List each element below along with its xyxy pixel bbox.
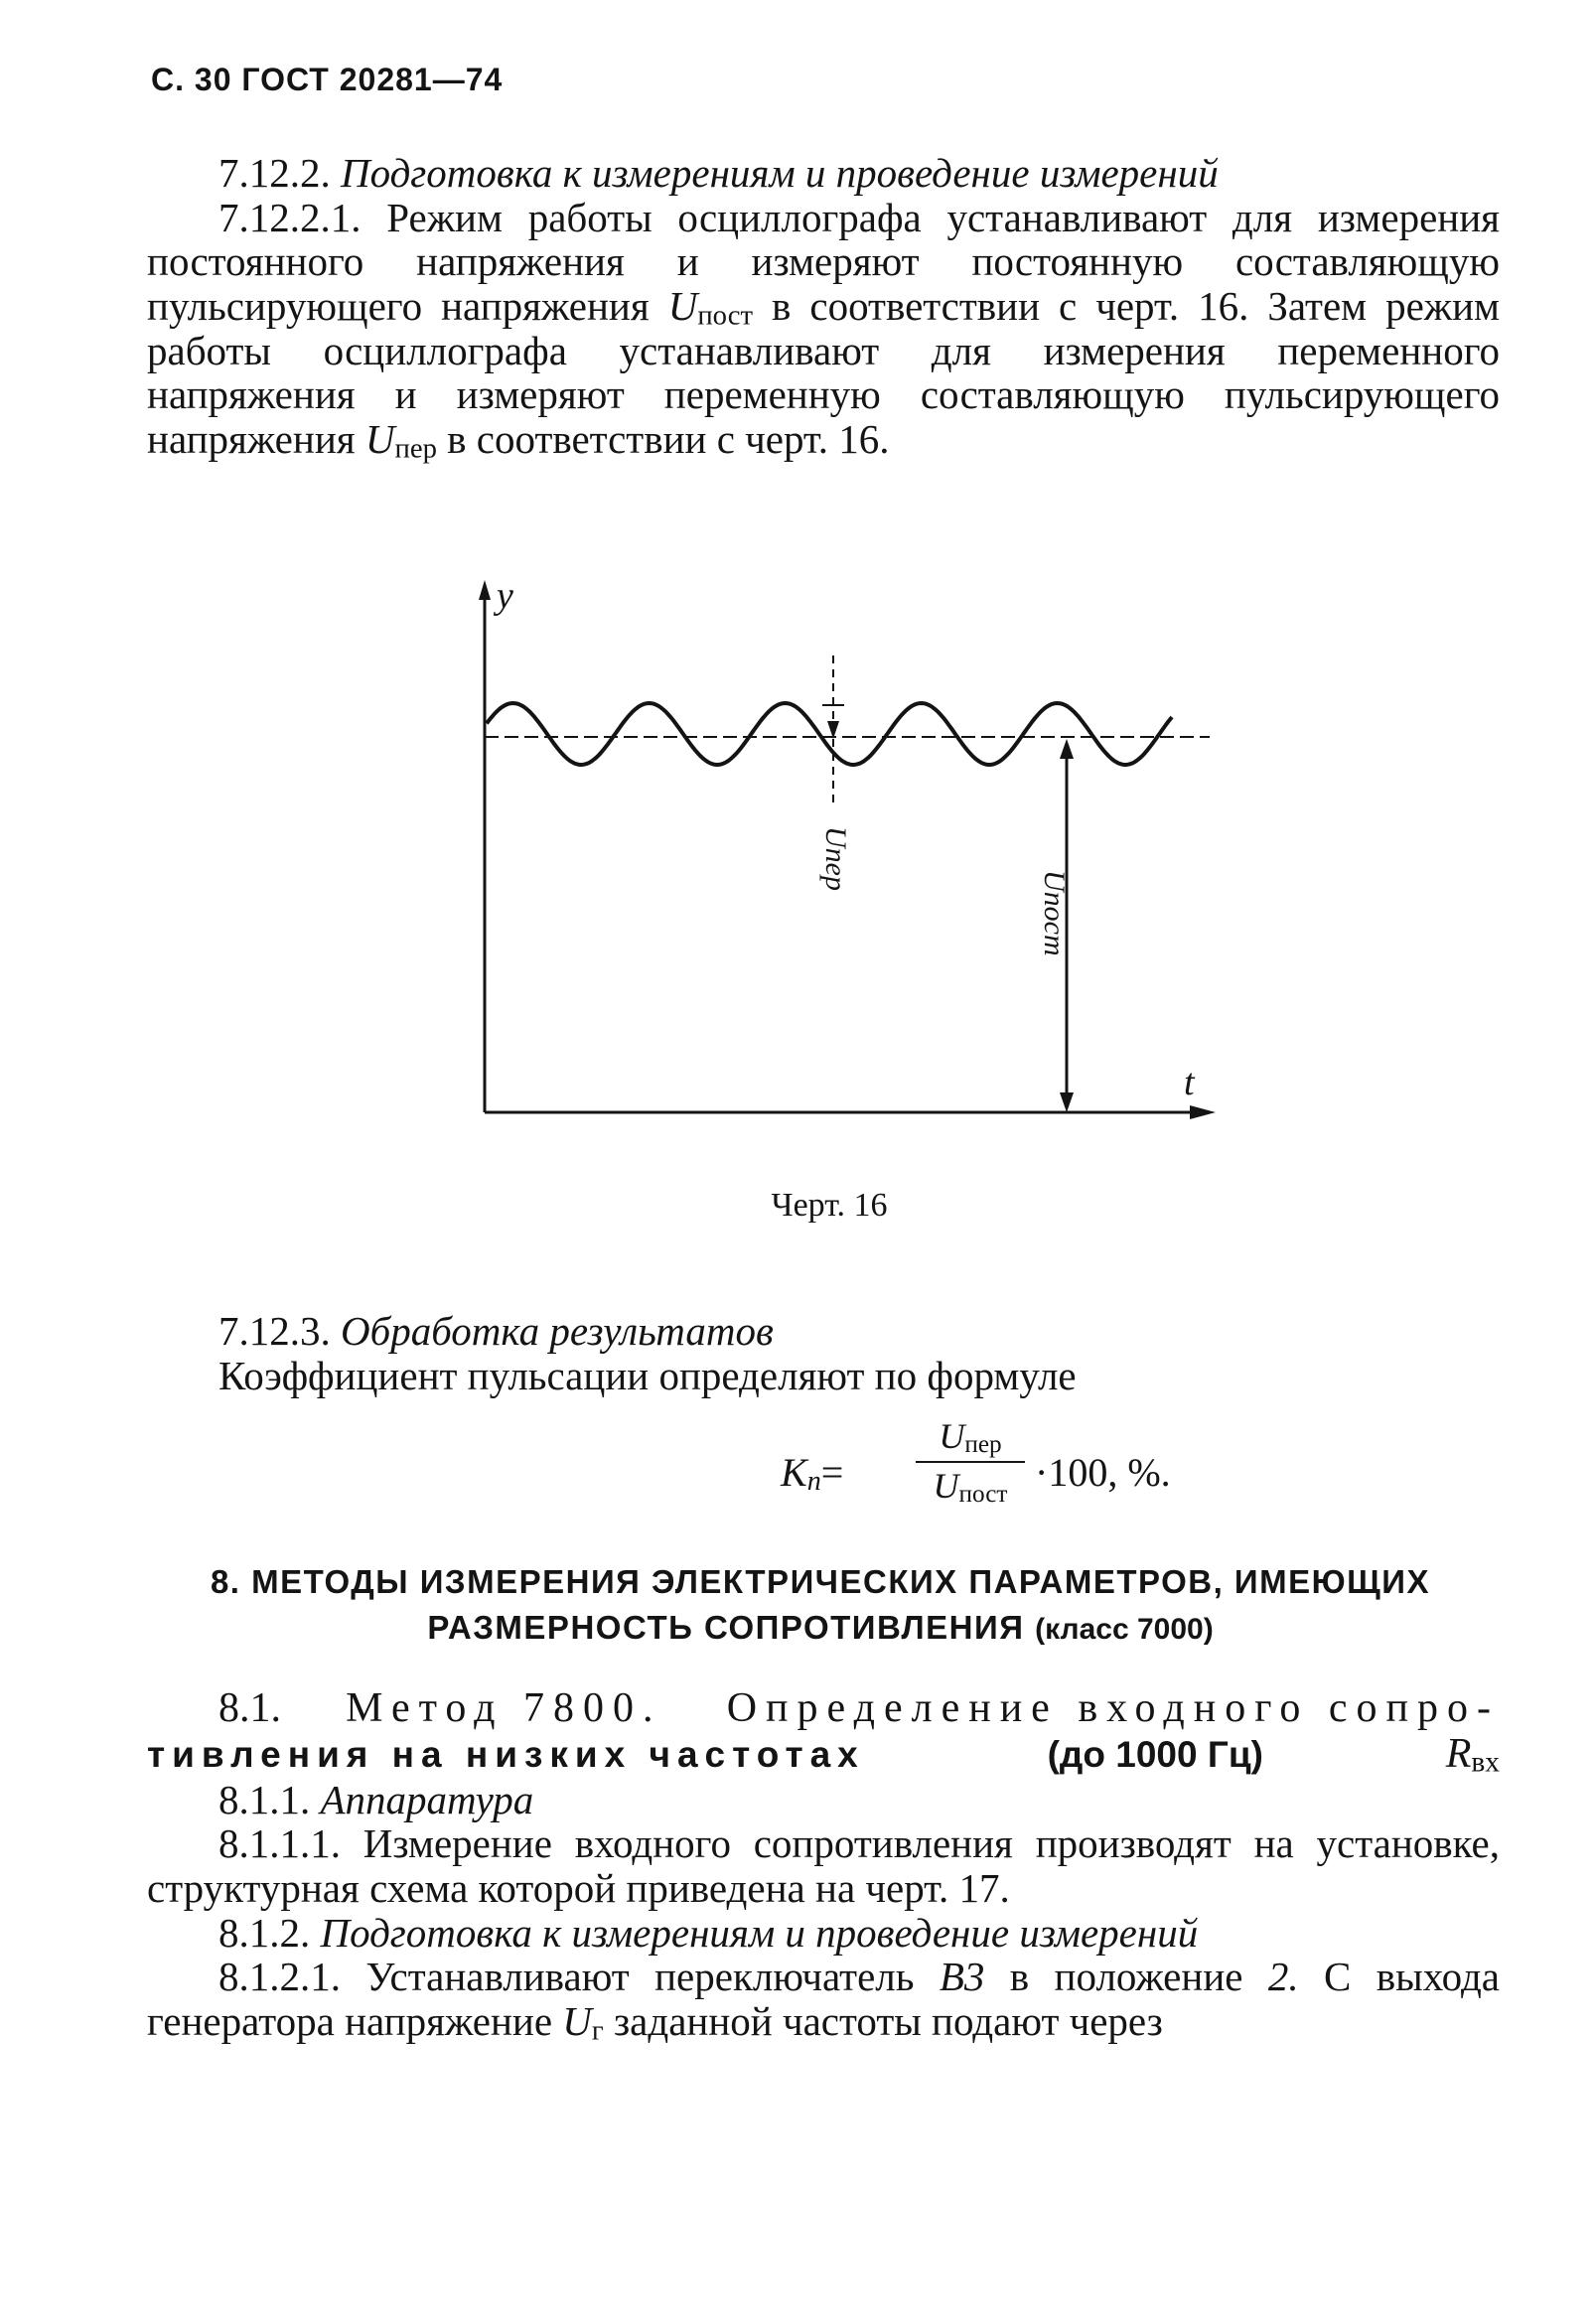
paragraph-text: С выхода генератора напряжение [147,1954,1501,2044]
r-subscript: вх [1471,1746,1500,1779]
figure-caption: Черт. 16 [771,1187,888,1224]
section-8-title-text: РАЗМЕРНОСТЬ СОПРОТИВЛЕНИЯ [427,1609,1025,1647]
method-number: Метод 7800. [346,1685,662,1731]
section-number: 8.1.2. [218,1909,311,1956]
u-symbol: U [939,1416,965,1456]
t-axis-label: t [1184,1062,1195,1103]
paragraph-text: Режим работы осциллографа устанавливают для измерения постоянного напряжения и измеряют постоянную составляющую пульсирующего напряжения [147,194,1501,330]
section-title: Обработка результатов [341,1308,774,1354]
formula-fraction [916,1415,1025,1507]
switch-position: 2. [1267,1954,1299,2000]
u-subscript: пост [958,1480,1008,1508]
method-7800-line2 [147,1732,1500,1778]
paragraph-text: в соответствии с черт. 16. Затем режим работы осциллографа устанавливают для измерения переменного напряжения и измеряют переменную составляющую пульсирующего напряжения [147,283,1500,463]
section-number: 8.1.1.1. [218,1820,341,1867]
u-symbol: U [364,416,395,463]
u-subscript: пост [697,299,754,332]
y-axis-label: y [497,575,513,617]
method-7800-line1 [147,1686,1500,1732]
figure-16 [465,568,1220,1164]
paragraph-text: Устанавливают переключатель [365,1954,915,2000]
u-subscript: пер [964,1430,1002,1458]
section-8-1 [147,1685,1501,2047]
paragraph-8-1-1-1 [147,1821,1500,1910]
section-number: 8.1.2.1. [218,1954,341,2000]
u-post-label: Uпост [1038,870,1071,956]
k-symbol: K [781,1450,807,1495]
fraction-denominator [916,1465,1025,1507]
heading-8-1-2 [147,1911,1500,1956]
u-subscript: г [591,2014,604,2047]
section-8-title-line2 [135,1605,1506,1651]
k-subscript: п [806,1466,821,1498]
fraction-numerator [916,1415,1025,1457]
heading-7-12-3 [147,1309,1500,1354]
section-7-12-2 [147,150,1501,465]
section-number: 7.12.3. [218,1308,331,1354]
u-symbol: U [667,283,698,330]
paragraph-text: в положение [1009,1954,1243,2000]
section-title: Подготовка к измерениям и проведение измерений [341,150,1219,196]
paragraph-8-1-2-1 [147,1954,1501,2047]
paragraph-text: в соответствии с черт. 16. [447,416,890,463]
fraction-bar [916,1461,1025,1463]
equals-sign: = [820,1450,844,1495]
ripple-coefficient-formula [781,1415,1171,1534]
formula-rhs: ·100, %. [1035,1450,1171,1495]
y-axis-arrow [479,580,491,600]
t-axis-arrow [1190,1105,1216,1119]
u-post-arrow-bottom [1060,1092,1074,1112]
section-8-class-note: (класс 7000) [1035,1613,1214,1647]
section-number: 7.12.2. [218,150,331,196]
section-8-title-line1: 8. МЕТОДЫ ИЗМЕРЕНИЯ ЭЛЕКТРИЧЕСКИХ ПАРАМЕТРОВ, ИМЕЮЩИХ [210,1563,1431,1600]
section-8-title [135,1559,1506,1651]
section-title: Подготовка к измерениям и проведение измерений [320,1909,1199,1956]
u-symbol: U [562,1997,592,2044]
u-symbol: U [933,1466,959,1506]
section-number: 8.1.1. [218,1776,311,1822]
method-title-part1: Определение входного сопро- [726,1685,1500,1731]
switch-label: В3 [939,1954,985,2000]
paragraph-7-12-2-1 [147,194,1501,465]
section-number: 8.1. [218,1685,281,1731]
section-title: Аппаратура [320,1776,534,1822]
formula-intro [147,1354,1500,1398]
heading-7-12-2 [147,151,1500,196]
section-7-12-3 [147,1309,1500,1397]
paragraph-text: заданной частоты подают через [613,1997,1163,2044]
page-header: С. 30 ГОСТ 20281—74 [151,62,504,97]
method-title-part2: тивления на низких частотах [147,1733,865,1775]
section-number: 7.12.2.1. [218,194,362,240]
u-post-arrow-top [1060,739,1074,759]
formula-intro-text: Коэффициент пульсации определяют по формуле [218,1352,1077,1398]
method-r-symbol [1446,1732,1500,1778]
paragraph-text: Измерение входного сопротивления производят на установке, структурная схема которой приведена на черт. 17. [147,1820,1501,1911]
method-frequency: (до 1000 Гц) [1047,1733,1263,1775]
r-symbol: R [1445,1730,1472,1777]
formula-lhs [781,1449,843,1496]
u-subscript: пер [394,432,437,465]
oscillogram [465,568,1220,1164]
u-per-label: Uпер [819,826,852,891]
heading-8-1-1 [147,1778,1500,1822]
